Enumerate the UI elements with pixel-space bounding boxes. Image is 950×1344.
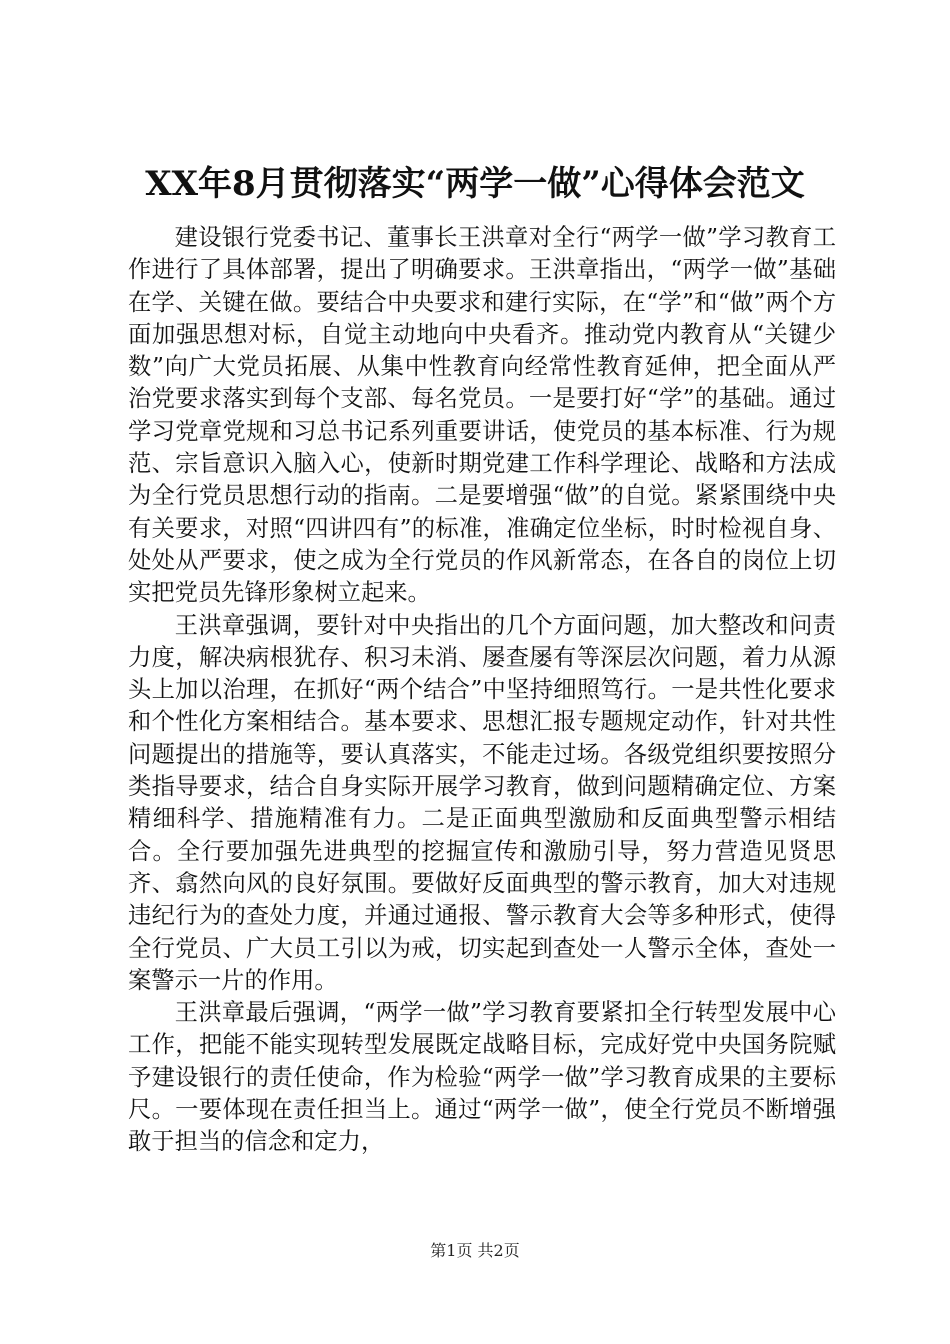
paragraph-1: 建设银行党委书记、董事长王洪章对全行“两学一做”学习教育工作进行了具体部署，提出了明确要求。王洪章指出，“两学一做”基础在学、关键在做。要结合中央要求和建行实际，在“学”和“做”两个方面加强思想对标，自觉主动地向中央看齐。推动党内教育从“关键少数”向广大党员拓展、从集中性教育向经常性教育延伸，把全面从严治党要求落实到每个支部、每名党员。一是要打好“学”的基础。通过学习党章党规和习总书记系列重要讲话，使党员的基本标准、行为规范、宗旨意识入脑入心，使新时期党建工作科学理论、战略和方法成为全行党员思想行动的指南。二是要增强“做”的自觉。紧紧围绕中央有关要求，对照“四讲四有”的标准，准确定位坐标，时时检视自身、处处从严要求，使之成为全行党员的作风新常态，在各自的岗位上切实把党员先锋形象树立起来。 [128, 224, 836, 607]
paragraph-3: 王洪章最后强调，“两学一做”学习教育要紧扣全行转型发展中心工作，把能不能实现转型发展既定战略目标，完成好党中央国务院赋予建设银行的责任使命，作为检验“两学一做”学习教育成果的主要标尺。一要体现在责任担当上。通过“两学一做”，使全行党员不断增强敢于担当的信念和定力， [128, 999, 836, 1156]
paragraph-2: 王洪章强调，要针对中央指出的几个方面问题，加大整改和问责力度，解决病根犹存、积习未消、屡查屡有等深层次问题，着力从源头上加以治理，在抓好“两个结合”中坚持细照笃行。一是共性化要求和个性化方案相结合。基本要求、思想汇报专题规定动作，针对共性问题提出的措施等，要认真落实，不能走过场。各级党组织要按照分类指导要求，结合自身实际开展学习教育，做到问题精确定位、方案精细科学、措施精准有力。二是正面典型激励和反面典型警示相结合。全行要加强先进典型的挖掘宣传和激励引导，努力营造见贤思齐、翕然向风的良好氛围。要做好反面典型的警示教育，加大对违规违纪行为的查处力度，并通过通报、警示教育大会等多种形式，使得全行党员、广大员工引以为戒，切实起到查处一人警示全体，查处一案警示一片的作用。 [128, 611, 836, 994]
page-footer: 第1页 共2页 [430, 1241, 520, 1260]
document-title: XX年8月贯彻落实“两学一做”心得体会范文 [145, 164, 805, 204]
document-body [128, 222, 836, 1159]
